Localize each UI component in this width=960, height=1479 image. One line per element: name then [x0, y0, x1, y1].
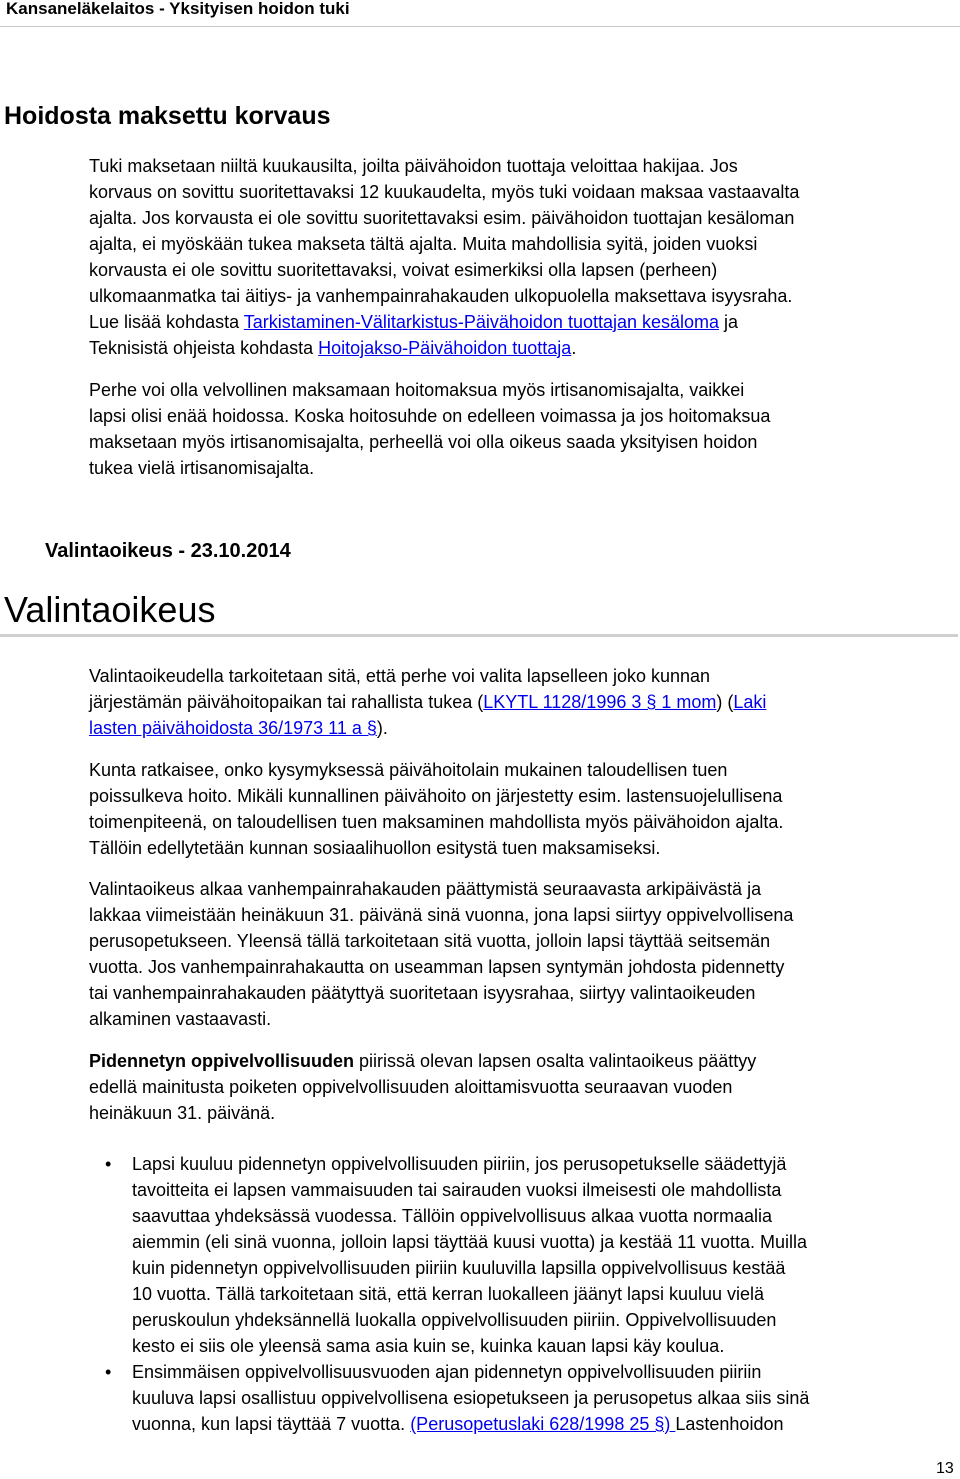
text-line: vuotta. Jos vanhempainrahakautta on useamman lapsen syntymän johdosta pidennetty: [89, 957, 785, 977]
text-line: Tuki maksetaan niiltä kuukausilta, joilta päivähoidon tuottaja veloittaa hakijaa. Jos: [89, 156, 738, 176]
text-fragment: .: [571, 338, 577, 358]
bullet-icon: •: [105, 1154, 112, 1174]
text-fragment: Lastenhoidon: [675, 1414, 784, 1434]
paragraph-valinta-3: [89, 876, 955, 1032]
link-kesaloma[interactable]: Tarkistaminen-Välitarkistus-Päivähoidon tuottajan kesäloma: [243, 312, 720, 332]
link-laki-part2[interactable]: lasten päivähoidosta 36/1973 11 a §: [89, 718, 377, 738]
text-line: Perhe voi olla velvollinen maksamaan hoitomaksua myös irtisanomisajalta, vaikkei: [89, 380, 745, 400]
text-line: peruskoulun yhdeksännellä luokalla oppivelvollisuuden piiriin. Oppivelvollisuuden: [132, 1310, 777, 1330]
text-line: [89, 689, 955, 715]
page-number: 13: [936, 1460, 954, 1477]
list-item: [105, 1359, 955, 1437]
text-line: heinäkuun 31. päivänä.: [89, 1103, 276, 1123]
text-line: maksetaan myös irtisanomisajalta, perheellä voi olla oikeus saada yksityisen hoidon: [89, 432, 758, 452]
text-line: ulkomaanmatka tai äitiys- ja vanhempainrahakauden ulkopuolella maksettava isyysraha.: [89, 286, 793, 306]
text-line: [132, 1411, 955, 1437]
text-fragment: piirissä olevan lapsen osalta valintaoikeus päättyy: [354, 1051, 757, 1071]
text-line: poissulkeva hoito. Mikäli kunnallinen päivähoito on järjestetty esim. lastensuojelullisena: [89, 786, 783, 806]
text-line: Tällöin edellytetään kunnan sosiaalihuollon esitystä tuen maksamiseksi.: [89, 838, 661, 858]
text-line: korvausta ei ole sovittu suoritettavaksi, voivat esimerkiksi olla lapsen (perheen): [89, 260, 718, 280]
text-fragment: ja: [719, 312, 739, 332]
text-line: Valintaoikeudella tarkoitetaan sitä, että perhe voi valita lapselleen joko kunnan: [89, 666, 711, 686]
link-perusopetuslaki[interactable]: (Perusopetuslaki 628/1998 25 §): [410, 1414, 676, 1434]
text-fragment: ) (: [716, 692, 734, 712]
text-line: tai vanhempainrahakauden päätyttyä suoritetaan isyysrahaa, siirtyy valintaoikeuden: [89, 983, 756, 1003]
header-divider: [0, 26, 960, 27]
text-line: ajalta. Jos korvausta ei ole sovittu suoritettavaksi esim. päivähoidon tuottajan kesäloman: [89, 208, 795, 228]
link-lkytl[interactable]: LKYTL 1128/1996 3 § 1 mom: [483, 692, 717, 712]
text-line: kuuluva lapsi osallistuu oppivelvollisena esiopetukseen ja perusopetus alkaa siis sinä: [132, 1388, 810, 1408]
text-line: Ensimmäisen oppivelvollisuusvuoden ajan pidennetyn oppivelvollisuuden piiriin: [132, 1362, 762, 1382]
section-heading-hoidosta: Hoidosta maksettu korvaus: [4, 102, 331, 130]
date-heading: Valintaoikeus - 23.10.2014: [45, 540, 291, 562]
text-line: [89, 335, 955, 361]
text-fragment: ).: [376, 718, 388, 738]
text-line: perusopetukseen. Yleensä tällä tarkoitetaan sitä vuotta, jolloin lapsi täyttää seitsemän: [89, 931, 771, 951]
text-line: ajalta, ei myöskään tukea makseta tältä ajalta. Muita mahdollisia syitä, joiden vuoksi: [89, 234, 758, 254]
text-line: [89, 715, 955, 741]
list-item: [105, 1151, 955, 1359]
text-line: tavoitteita ei lapsen vammaisuuden tai sairauden vuoksi ilmeisesti ole mahdollista: [132, 1180, 782, 1200]
section-divider: [0, 634, 958, 637]
text-fragment: vuonna, kun lapsi täyttää 7 vuotta.: [132, 1414, 411, 1434]
text-line: aiemmin (eli sinä vuonna, jolloin lapsi täyttää kuusi vuotta) ja kestää 11 vuotta. Muilla: [132, 1232, 808, 1252]
text-fragment: järjestämän päivähoitopaikan tai rahallista tukea (: [89, 692, 484, 712]
text-fragment: Lue lisää kohdasta: [89, 312, 244, 332]
text-line: toimenpiteenä, on taloudellisen tuen maksaminen mahdollista myös päivähoidon ajalta.: [89, 812, 784, 832]
text-line: lapsi olisi enää hoidossa. Koska hoitosuhde on edelleen voimassa ja jos hoitomaksua: [89, 406, 771, 426]
paragraph-korvaus-2: [89, 377, 955, 481]
paragraph-valinta-4: [89, 1048, 955, 1126]
text-fragment: Teknisistä ohjeista kohdasta: [89, 338, 319, 358]
section-heading-valintaoikeus: Valintaoikeus: [4, 589, 216, 630]
bullet-icon: •: [105, 1362, 112, 1382]
paragraph-korvaus-1: [89, 153, 955, 361]
text-line: [89, 309, 955, 335]
bullet-list: [105, 1151, 955, 1437]
text-line: kesto ei siis ole yleensä sama asia kuin se, kuinka kauan lapsi käy koulua.: [132, 1336, 725, 1356]
text-line: 10 vuotta. Tällä tarkoitetaan sitä, että kerran luokalleen jäänyt lapsi kuuluu vielä: [132, 1284, 765, 1304]
text-line: alkaminen vastaavasti.: [89, 1009, 272, 1029]
text-line: korvaus on sovittu suoritettavaksi 12 kuukaudelta, myös tuki voidaan maksaa vastaavalta: [89, 182, 800, 202]
paragraph-valinta-1: [89, 663, 955, 741]
text-line: kuin pidennetyn oppivelvollisuuden piiriin kuuluvilla lapsilla oppivelvollisuus kestää: [132, 1258, 786, 1278]
text-line: Valintaoikeus alkaa vanhempainrahakauden päättymistä seuraavasta arkipäivästä ja: [89, 879, 762, 899]
text-line: tukea vielä irtisanomisajalta.: [89, 458, 315, 478]
paragraph-valinta-2: [89, 757, 955, 861]
text-line: Lapsi kuuluu pidennetyn oppivelvollisuuden piiriin, jos perusopetukselle säädettyjä: [132, 1154, 787, 1174]
text-line: [89, 1048, 955, 1074]
text-line: saavuttaa yhdeksässä vuodessa. Tällöin oppivelvollisuus alkaa vuotta normaalia: [132, 1206, 773, 1226]
bold-term: Pidennetyn oppivelvollisuuden: [89, 1051, 355, 1071]
text-line: Kunta ratkaisee, onko kysymyksessä päivähoitolain mukainen taloudellisen tuen: [89, 760, 728, 780]
document-header-title: Kansaneläkelaitos - Yksityisen hoidon tuki: [6, 0, 350, 18]
text-line: edellä mainitusta poiketen oppivelvollisuuden aloittamisvuotta seuraavan vuoden: [89, 1077, 733, 1097]
link-hoitojakso[interactable]: Hoitojakso-Päivähoidon tuottaja: [318, 338, 572, 358]
link-laki-part1[interactable]: Laki: [733, 692, 767, 712]
text-line: lakkaa viimeistään heinäkuun 31. päivänä sinä vuonna, jona lapsi siirtyy oppivelvollisena: [89, 905, 794, 925]
